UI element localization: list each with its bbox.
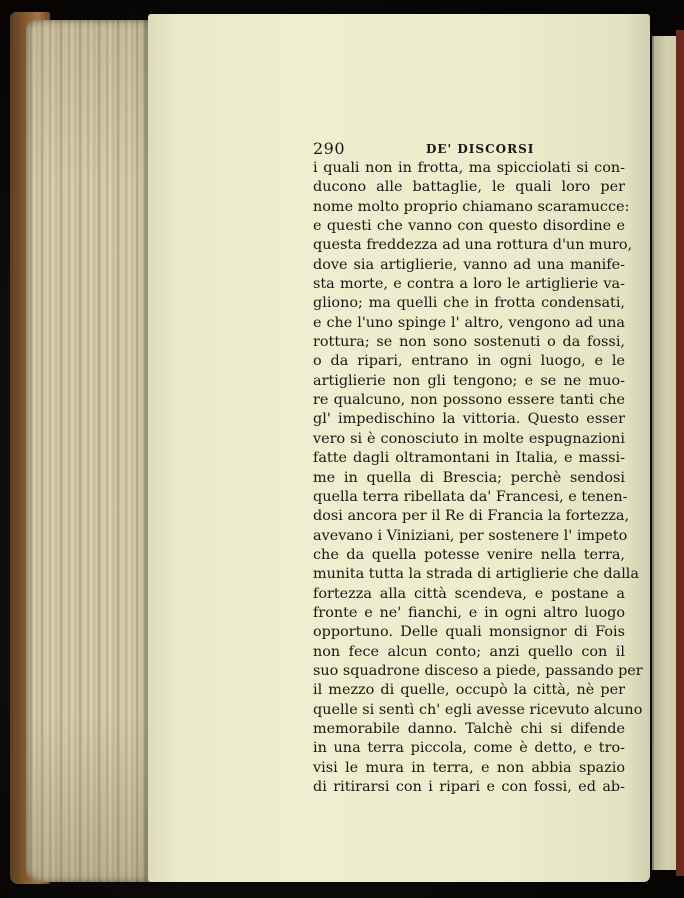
text-line: nome molto proprio chiamano scaramucce: xyxy=(313,198,630,215)
text-line: che da quella potesse venire nella terra, xyxy=(313,546,625,563)
text-line: memorabile danno. Talchè chi si difende xyxy=(313,720,625,737)
text-line: o da ripari, entrano in ogni luogo, e le xyxy=(313,353,625,370)
text-line: quella terra ribellata da' Francesi, e tenen- xyxy=(313,488,628,505)
text-line: dosi ancora per il Re di Francia la fortezza, xyxy=(313,508,630,525)
running-title: DE' DISCORSI xyxy=(426,142,535,156)
text-line: non fece alcun conto; anzi quello con il xyxy=(313,643,625,660)
text-line: opportuno. Delle quali monsignor di Fois xyxy=(313,624,625,641)
text-line: suo squadrone disceso a piede, passando per xyxy=(313,662,643,679)
text-line: avevano i Viniziani, per sostenere l' impeto xyxy=(313,527,628,544)
text-line: e questi che vanno con questo disordine e xyxy=(313,218,625,235)
text-line: quelle si sentì ch' egli avesse ricevuto alcuno xyxy=(313,701,643,718)
text-line: fronte e ne' fianchi, e in ogni altro luogo xyxy=(313,604,625,621)
text-line: rottura; se non sono sostenuti o da fossi, xyxy=(313,334,625,351)
running-head xyxy=(313,140,625,159)
text-line: dove sia artiglierie, vanno ad una manife- xyxy=(313,256,625,273)
text-line: ducono alle battaglie, le quali loro per xyxy=(313,179,625,196)
text-line: gliono; ma quelli che in frotta condensati, xyxy=(313,295,625,312)
page-number: 290 xyxy=(313,139,346,158)
text-line: re qualcuno, non possono essere tanti che xyxy=(313,392,625,409)
text-line: il mezzo di quelle, occupò la città, nè per xyxy=(313,682,625,699)
text-line: munita tutta la strada di artiglierie che dalla xyxy=(313,566,639,583)
text-line: di ritirarsi con i ripari e con fossi, ed ab- xyxy=(313,779,625,795)
text-line: vero si è conosciuto in molte espugnazioni xyxy=(313,430,625,447)
text-line: fortezza alla città scendeva, e postane a xyxy=(313,585,625,602)
text-line: artiglierie non gli tengono; e se ne muo- xyxy=(313,372,625,389)
text-line: fatte dagli oltramontani in Italia, e massi- xyxy=(313,450,625,467)
body-text xyxy=(313,159,643,797)
right-binding xyxy=(676,30,684,876)
text-line: e che l'uno spinge l' altro, vengono ad una xyxy=(313,314,625,331)
text-line: sta morte, e contra a loro le artiglierie va- xyxy=(313,276,625,293)
text-line: gl' impedischino la vittoria. Questo esser xyxy=(313,411,625,428)
text-line: visi le mura in terra, e non abbia spazio xyxy=(313,759,625,776)
text-line: me in quella di Brescia; perchè sendosi xyxy=(313,469,625,486)
text-line: in una terra piccola, come è detto, e tro- xyxy=(313,740,625,757)
text-line: questa freddezza ad una rottura d'un muro, xyxy=(313,237,633,254)
text-line: i quali non in frotta, ma spicciolati si con- xyxy=(313,160,625,176)
page-edges xyxy=(26,20,166,882)
page-text-block xyxy=(313,139,643,797)
